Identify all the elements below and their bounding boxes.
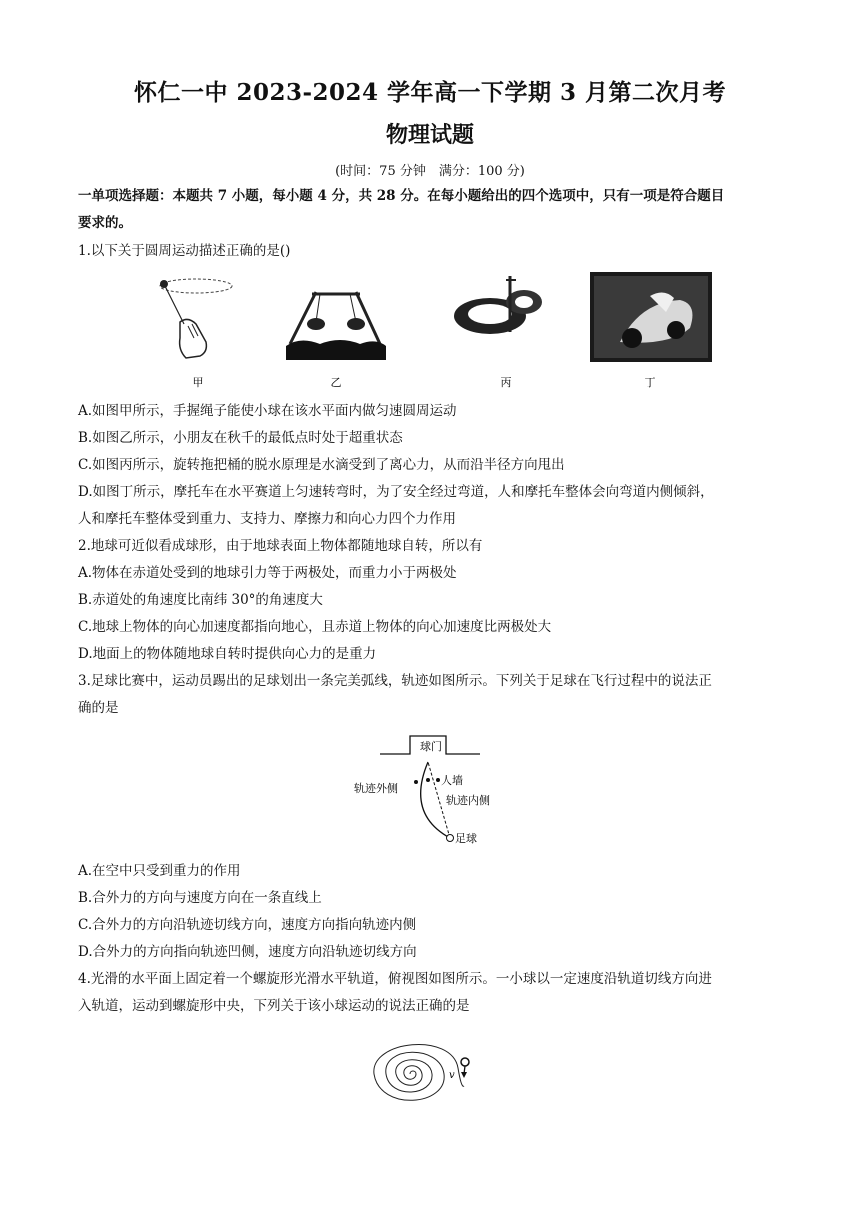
q2-stem: 2.地球可近似看成球形，由于地球表面上物体都随地球自转，所以有 [78,538,483,554]
velocity-label: v [449,1070,455,1081]
figure-label-ding: 丁 [644,376,656,389]
q1-option-a: A.如图甲所示，手握绳子能使小球在该水平面内做匀速圆周运动 [78,403,457,419]
exam-title: 怀仁一中 2023-2024 学年高一下学期 3 月第二次月考 [133,79,727,106]
figure-label-bing: 丙 [500,376,512,389]
q3-option-d: D.合外力的方向指向轨迹凹侧，速度方向沿轨迹切线方向 [78,944,417,960]
q1-option-d-line1: D.如图丁所示，摩托车在水平赛道上匀速转弯时，为了安全经过弯道，人和摩托车整体会向弯道内侧倾斜， [78,484,714,500]
figure-bing [454,276,542,334]
q1-option-d-line2: 人和摩托车整体受到重力、支持力、摩擦力和向心力四个力作用 [78,511,456,527]
goal-label: 球门 [420,740,442,753]
q4-stem-line2: 入轨道，运动到螺旋形中央，下列关于该小球运动的说法正确的是 [78,998,470,1014]
q1-option-c: C.如图丙所示，旋转拖把桶的脱水原理是水滴受到了离心力，从而沿半径方向甩出 [78,457,565,473]
q3-trajectory-figure [350,728,510,852]
q3-option-a: A.在空中只受到重力的作用 [78,863,241,879]
exam-meta: (时间：75 分钟 满分：100 分) [335,164,525,179]
q2-option-b: B.赤道处的角速度比南纬 30°的角速度大 [78,592,323,608]
q4-spiral-figure [348,1028,482,1124]
q3-stem-line1: 3.足球比赛中，运动员踢出的足球划出一条完美弧线，轨迹如图所示。下列关于足球在飞行过程中的说法正 [78,673,712,689]
wall-label: 人墙 [441,774,463,787]
q2-option-a: A.物体在赤道处受到的地球引力等于两极处，而重力小于两极处 [78,565,457,581]
figure-label-yi: 乙 [330,376,342,389]
ball-label: 足球 [455,832,477,845]
q3-option-b: B.合外力的方向与速度方向在一条直线上 [78,890,322,906]
q4-stem-line1: 4.光滑的水平面上固定着一个螺旋形光滑水平轨道，俯视图如图所示。一小球以一定速度沿轨道切线方向进 [78,971,712,987]
figure-yi [282,272,390,372]
q2-option-c: C.地球上物体的向心加速度都指向地心，且赤道上物体的向心加速度比两极处大 [78,619,552,635]
section-instruction-line1: 一单项选择题：本题共 7 小题，每小题 4 分，共 28 分。在每小题给出的四个选项中，只有一项是符合题目 [78,188,725,204]
q3-stem-line2: 确的是 [78,700,119,716]
outer-label: 轨迹外侧 [354,782,398,795]
q2-option-d: D.地面上的物体随地球自转时提供向心力的是重力 [78,646,377,662]
q1-stem: 1.以下关于圆周运动描述正确的是() [78,243,291,259]
figure-jia [160,279,232,358]
figure-ding [590,272,712,362]
q3-option-c: C.合外力的方向沿轨迹切线方向，速度方向指向轨迹内侧 [78,917,417,933]
q1-option-b: B.如图乙所示，小朋友在秋千的最低点时处于超重状态 [78,430,403,446]
subject-title: 物理试题 [385,122,474,148]
section-instruction-line2: 要求的。 [78,215,132,231]
q1-figure-strip [150,272,720,396]
inner-label: 轨迹内侧 [446,794,490,807]
figure-label-jia: 甲 [192,376,204,389]
